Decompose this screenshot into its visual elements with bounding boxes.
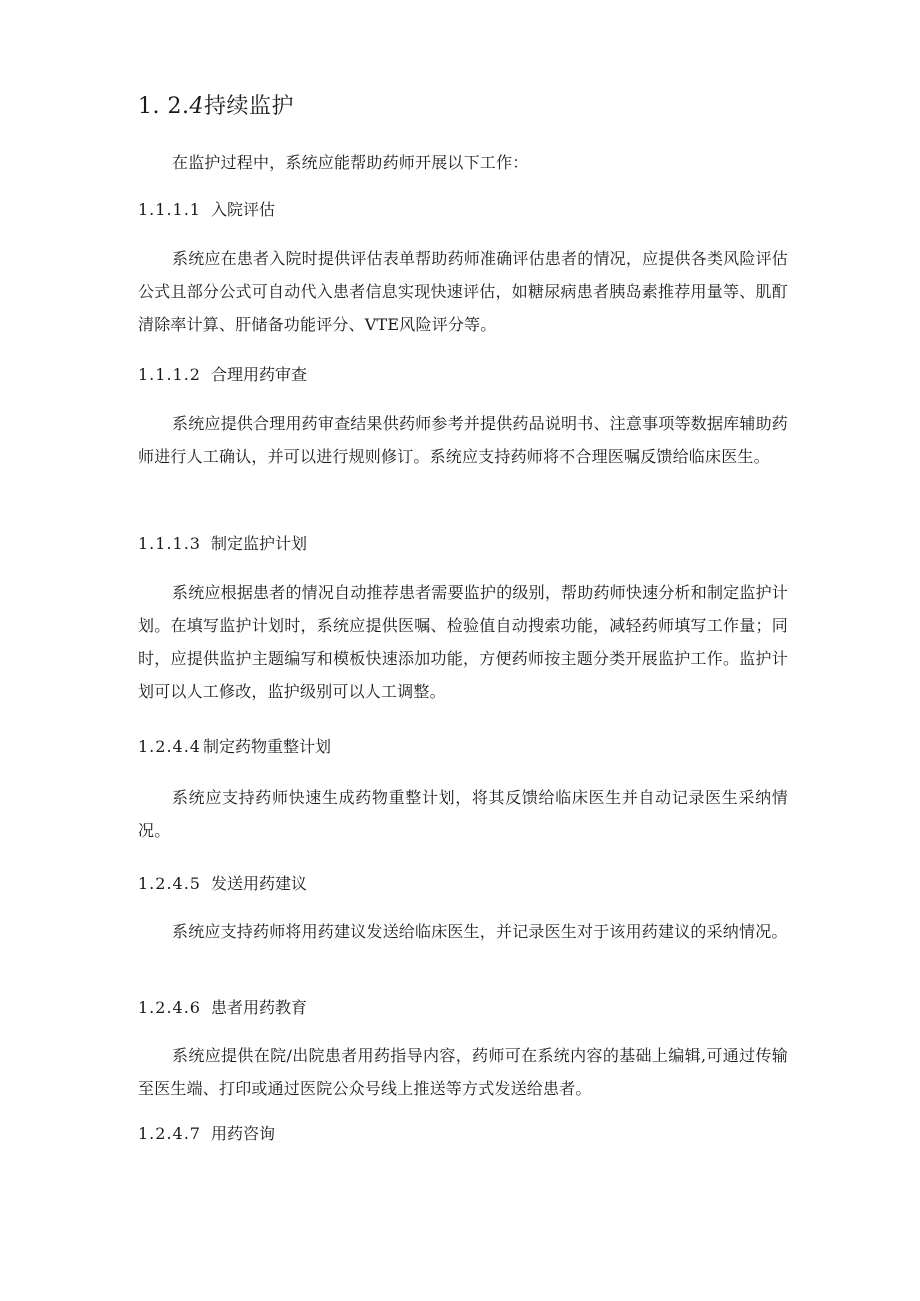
subsection-paragraph: 系统应支持药师将用药建议发送给临床医生，并记录医生对于该用药建议的采纳情况。 [172,922,788,941]
subsection-number: 1.1.1.3 [138,534,201,553]
section-heading [138,92,294,122]
subsection-title: 制定药物重整计划 [202,737,331,756]
subsection-title: 制定监护计划 [210,534,307,553]
subsection-heading [138,996,307,1020]
subsection-number: 1.2.4.7 [138,1124,201,1143]
subsection-number: 1.1.1.2 [138,365,201,384]
subsection-heading [138,872,307,896]
subsection-paragraph: 系统应提供在院/出院患者用药指导内容，药师可在系统内容的基础上编辑,可通过传输至医生端、打印或通过医院公众号线上推送等方式发送给患者。 [138,1046,788,1098]
subsection-title: 用药咨询 [210,1124,275,1143]
subsection-number: 1.2.4.5 [138,874,201,893]
subsection-title: 合理用药审查 [210,365,307,384]
subsection-paragraph: 系统应提供合理用药审查结果供药师参考并提供药品说明书、注意事项等数据库辅助药师进行人工确认，并可以进行规则修订。系统应支持药师将不合理医嘱反馈给临床医生。 [138,414,788,466]
subsection-heading [138,532,307,556]
subsection-paragraph: 系统应在患者入院时提供评估表单帮助药师准确评估患者的情况，应提供各类风险评估公式且部分公式可自动代入患者信息实现快速评估，如糖尿病患者胰岛素推荐用量等、肌酊清除率计算、肝储备功能评分、VTE风险评分等。 [138,249,788,334]
subsection-title: 入院评估 [210,200,275,219]
subsection-number: 1.2.4.4 [138,737,201,756]
subsection-paragraph: 系统应支持药师快速生成药物重整计划，将其反馈给临床医生并自动记录医生采纳情况。 [138,788,788,840]
subsection-heading [138,735,331,759]
subsection-number: 1.2.4.6 [138,998,201,1017]
subsection-heading [138,198,275,222]
subsection-heading [138,363,307,387]
subsection-title: 患者用药教育 [210,998,307,1017]
subsection-heading [138,1122,275,1146]
section-number-prefix: 1. 2. [138,94,190,119]
section-title: 持续监护 [203,94,294,119]
subsection-number: 1.1.1.1 [138,200,201,219]
subsection-paragraph: 系统应根据患者的情况自动推荐患者需要监护的级别，帮助药师快速分析和制定监护计划。在填写监护计划时，系统应提供医嘱、检验值自动搜索功能，减轻药师填写工作量；同时，应提供监护主题编写和模板快速添加功能，方便药师按主题分类开展监护工作。监护计划可以人工修改，监护级别可以人工调整。 [138,583,788,701]
subsection-title: 发送用药建议 [210,874,307,893]
section-number-last: 4 [189,94,204,119]
section-intro: 在监护过程中，系统应能帮助药师开展以下工作： [172,153,529,172]
